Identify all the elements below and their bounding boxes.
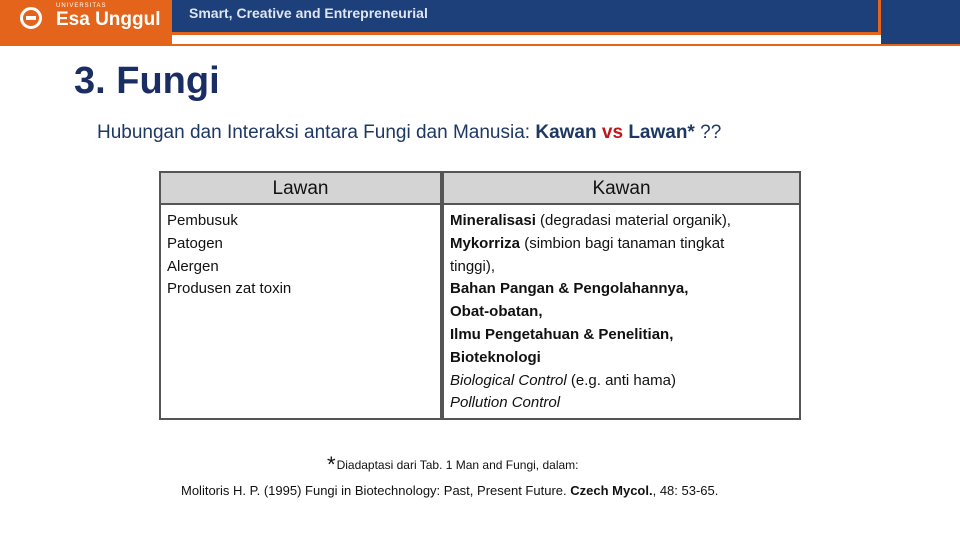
logo-area [0, 0, 172, 46]
kawan-item: Bahan Pangan & Pengolahannya, [450, 280, 689, 298]
kawan-item: Ilmu Pengetahuan & Penelitian, [450, 325, 674, 343]
subtitle-lawan: Lawan* [628, 122, 695, 143]
slide-subtitle [97, 122, 721, 144]
header-banner [0, 0, 960, 46]
kawan-item: Mykorriza (simbion bagi tanaman tingkat [450, 234, 725, 252]
lawan-item: Patogen [167, 234, 223, 252]
reference-journal: Czech Mycol. [570, 483, 653, 498]
lawan-item: Pembusuk [167, 212, 238, 229]
kawan-item: Bioteknologi [450, 348, 541, 366]
kawan-item: Mineralisasi (degradasi material organik), [450, 212, 731, 229]
lawan-cell [159, 205, 442, 420]
footnote [327, 452, 578, 478]
kawan-item: Obat-obatan, [450, 303, 543, 321]
kawan-cell [442, 205, 801, 420]
footnote-text: Diadaptasi dari Tab. 1 Man and Fungi, dalam: [336, 458, 579, 472]
subtitle-text: Hubungan dan Interaksi antara Fungi dan Manusia: [97, 122, 536, 143]
header-lawan: Lawan [159, 171, 442, 205]
university-logo-icon [20, 7, 42, 29]
comparison-table [159, 171, 801, 420]
logo-name: Esa Unggul [56, 9, 161, 30]
header-kawan: Kawan [442, 171, 801, 205]
subtitle-vs: vs [601, 122, 624, 143]
tagline: Smart, Creative and Entrepreneurial [189, 5, 428, 21]
reference-text: Molitoris H. P. (1995) Fungi in Biotechnology: Past, Present Future. [181, 483, 571, 498]
subtitle-end: ?? [694, 122, 722, 143]
reference [181, 483, 718, 498]
subtitle-kawan: Kawan [535, 122, 597, 143]
slide-title: 3. Fungi [74, 60, 220, 102]
kawan-item: tinggi), [450, 257, 496, 275]
banner-divider [0, 44, 960, 46]
kawan-item: Biological Control (e.g. anti hama) [450, 371, 676, 389]
banner-right-block [881, 0, 960, 46]
kawan-item: Pollution Control [450, 394, 561, 412]
logo-small-text: UNIVERSITAS [56, 3, 107, 9]
footnote-star: * [327, 452, 336, 477]
lawan-item: Produsen zat toxin [167, 280, 292, 298]
lawan-item: Alergen [167, 257, 219, 275]
reference-end: , 48: 53-65. [652, 483, 719, 498]
